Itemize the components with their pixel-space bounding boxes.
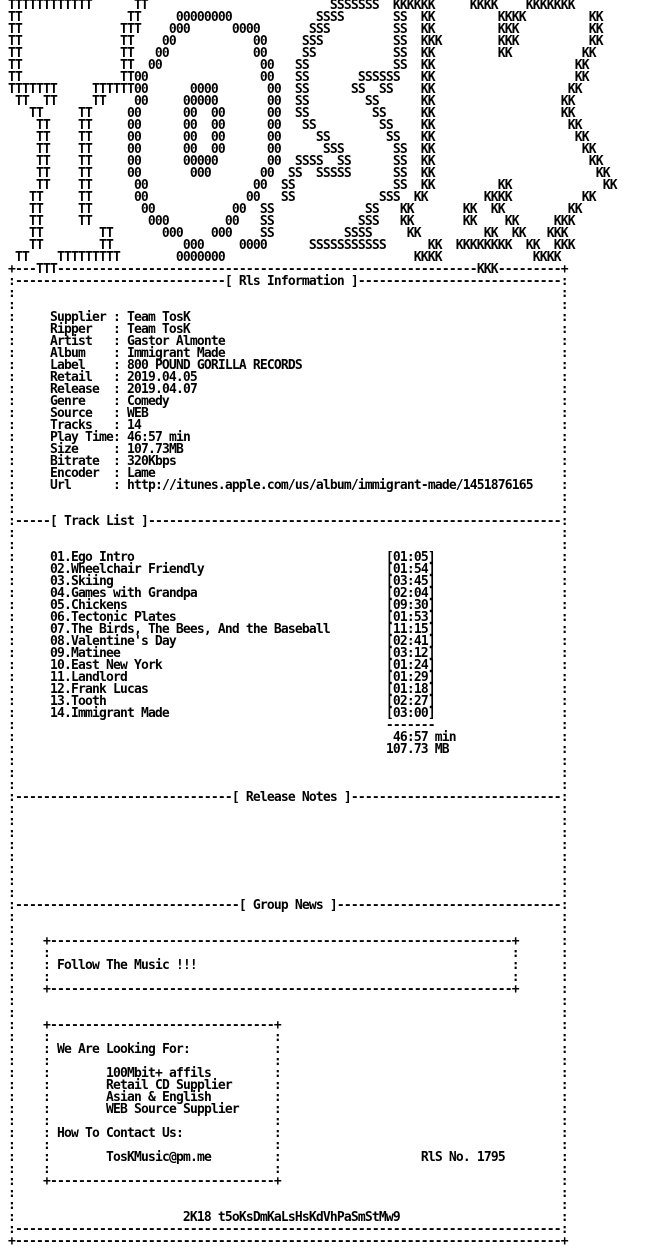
track-time: [02:41] (385, 634, 435, 649)
info-label: Supplier (49, 310, 106, 325)
total-time: 46:57 min (392, 730, 456, 745)
track-title: 01.Ego Intro (49, 550, 134, 565)
logo-banner-line: TT TT 00 00 SS SS KK KK KK (8, 46, 596, 61)
logo-banner-line: TT TT 00 00 00 00 SS SS KK KK (8, 106, 575, 121)
track-title: 06.Tectonic Plates (49, 610, 176, 625)
logo-banner-line: TT TT 000 000 SS SSSS KK KK KK KKK (8, 226, 568, 241)
contact-heading: How To Contact Us: (57, 1126, 183, 1141)
logo-banner-line: TT TT 00 00 00 00 SSS SS KK KK (8, 142, 596, 157)
logo-banner-line: TT TT00 00 SS SSSSSS KK KK (8, 70, 589, 85)
info-value: http://itunes.apple.com/us/album/immigrant-made/1451876165 (126, 478, 533, 493)
looking-for-item: Retail CD Supplier (105, 1078, 232, 1093)
info-label: Size (49, 442, 78, 457)
looking-for-item: 100Mbit+ affils (105, 1066, 211, 1081)
track-title: 12.Frank Lucas (49, 682, 148, 697)
info-value: WEB (126, 406, 148, 421)
track-title: 07.The Birds, The Bees, And the Baseball (49, 622, 330, 637)
frame-tag-left: TTT (36, 262, 57, 277)
info-value: 320Kbps (126, 454, 176, 469)
info-value: 2019.04.07 (126, 382, 197, 397)
info-value: 107.73MB (126, 442, 183, 457)
info-value: 2019.04.05 (126, 370, 197, 385)
logo-banner-line: TT TT 00 00000 00 SSSS SS SS KK KK (8, 154, 603, 169)
track-title: 04.Games with Grandpa (49, 586, 197, 601)
info-label: Genre (49, 394, 85, 409)
info-value: 46:57 min (126, 430, 190, 445)
track-time: [01:53] (385, 610, 435, 625)
track-time: [01:24] (385, 658, 435, 673)
logo-banner-line: TT TT 00000000 SSSS SS KK KKKK KK (8, 10, 603, 25)
section-header-group-news: [ Group News ] (238, 898, 337, 913)
logo-banner-line: TT TT 00 00 00 00 SS SS KK KK (8, 118, 582, 133)
track-time: [01:05] (385, 550, 435, 565)
info-label: Release (49, 382, 99, 397)
track-time: [01:29] (385, 670, 435, 685)
track-title: 05.Chickens (49, 598, 127, 613)
logo-banner-line: TT TTT 000 0000 SSS SS KK KKK KK (8, 22, 603, 37)
info-value: Team TosK (126, 310, 190, 325)
track-time: [02:04] (385, 586, 435, 601)
info-label: Label (49, 358, 85, 373)
track-time: [03:12] (385, 646, 435, 661)
nfo-document: TTTTTTTTTTTT TT SSSSSSS KKKKKK KKKK KKKKKKK TT TT 00000000 SSSS SS KK KKKK KK TT TTT 000 0000 SSS SS KK KKK KK TT TT 00 00 SSS SS KKK KKK KK TT TT 00 00 SS SS KK KK KK TT TT 00 00 SS SS KK KK TT TT00 00 SS SSSSSS KK KK TTTTTTT TTTTTT00 0000 00 SS SS SS KK KK TT TT TT 00 00000 00 SS SS KK KK TT TT 00 00 00 00 SS SS KK KK TT TT 00 00 00 00 SS SS KK KK TT TT 00 00 00 00 SS SS KK KK TT TT 00 00 00 00 SSS SS KK KK TT TT 00 00000 00 SSSS SS SS KK KK TT TT 00 000 00 SS SSSSS SS KK KK TT TT 00 00 SS SS KK KK KK TT TT 00 00 SS SSS KK KKKK KK TT TT 00 00 SS SS KK KK KK KK TT TT 000 00 SS SSS KK KK KK KKK TT TT 000 000 SS SSSS KK KK KK KKK TT TT 000 0000 SSSSSSSSSSS KK KKKKKKKK KK KKK TT TTTTTTTTT 0000000 KKKK KKKK +---TTT------------------------------------------------------------KKK---------+ :------------------------------[ Rls Information ]-----------------------------: : : : : : Supplier : Team TosK : : Ripper : Team TosK : : Artist : Gastor Almonte : : Album : Immigrant Made : : Label : 800 POUND GORILLA RECORDS : : Retail : 2019.04.05 : : Release : 2019.04.07 : : Genre : Comedy : : Source : WEB : : Tracks : 14 : : Play Time: 46:57 min : : Size : 107.73MB : : Bitrate : 320Kbps : : Encoder : Lame : : Url : http://itunes.apple.com/us/album/immigrant-made/1451876165 : : : : : :-----[ Track List ]-----------------------------------------------------------: : : : : : 01.Ego Intro [01:05] : : 02.Wheelchair Friendly [01:54] : : 03.Skiing [03:45] : : 04.Games with Grandpa [02:04] : : 05.Chickens [09:30] : : 06.Tectonic Plates [01:53] : : 07.The Birds, The Bees, And the Baseball [11:15] : : 08.Valentine's Day [02:41] : : 09.Matinee [03:12] : : 10.East New York [01:24] : : 11.Landlord [01:29] : : 12.Frank Lucas [01:18] : : 13.Tooth [02:27] : : 14.Immigrant Made [03:00] : : ------- : : 46:57 min : : 107.73 MB : : : : : : : :-------------------------------[ Release Notes ]------------------------------: : : : : : : : : : : : : : : : : :--------------------------------[ Group News ]--------------------------------: : : : : : +------------------------------------------------------------------+ : : : : : : : Follow The Music !!! : : : : : : : +------------------------------------------------------------------+ : : : : : : +--------------------------------+ : : : : : : : We Are Looking For: : : : : : : : : 100Mbit+ affils : : : : Retail CD Supplier : : : : Asian & English : : : : WEB Source Supplier : : : : : : : : How To Contact Us: : : : : : : : : TosKMusic@pm.me : RlS No. 1795 : : : : : : +--------------------------------+ : : : : : : 2K18 t5oKsDmKaLsHsKdVhPaSmStMw9 : :------------------------------------------------------------------------------: +------------------------------------------------------------------------------+ (8, 0, 617, 1249)
follow-text: Follow The Music !!! (57, 958, 197, 973)
track-time: [01:18] (385, 682, 435, 697)
track-title: 09.Matinee (49, 646, 120, 661)
info-label: Url (49, 478, 71, 493)
logo-banner-line: TT TT 00 00 SS SS KK KK (8, 58, 589, 73)
logo-banner-line: TT TT TT 00 00000 00 SS SS KK KK (8, 94, 575, 109)
section-header-track-list: [ Track List ] (49, 514, 148, 529)
logo-banner-line: TT TT 00 00 00 00 SS SS KK KK (8, 130, 589, 145)
track-title: 14.Immigrant Made (49, 706, 169, 721)
logo-banner-line: TT TT 00 00 SSS SS KKK KKK KK (8, 34, 603, 49)
total-size: 107.73 MB (385, 742, 449, 757)
info-label: Retail (49, 370, 92, 385)
track-time: [03:45] (385, 574, 435, 589)
info-value: Gastor Almonte (126, 334, 225, 349)
logo-banner-line: TTTTTTT TTTTTT00 0000 00 SS SS SS KK KK (8, 82, 582, 97)
contact-email: TosKMusic@pm.me (105, 1150, 211, 1165)
track-title: 13.Tooth (49, 694, 106, 709)
info-label: Play Time (49, 430, 113, 445)
info-value: Immigrant Made (126, 346, 225, 361)
section-header-release-notes: [ Release Notes ] (231, 790, 351, 805)
info-label: Tracks (49, 418, 92, 433)
info-label: Album (49, 346, 85, 361)
info-value: 14 (126, 418, 141, 433)
logo-banner-line: TT TT 000 0000 SSSSSSSSSSS KK KKKKKKKK KK KKK (8, 238, 575, 253)
info-label: Bitrate (49, 454, 99, 469)
track-time: [09:30] (385, 598, 435, 613)
info-label: Artist (49, 334, 92, 349)
logo-banner-line: TT TT 00 00 SS SSS KK KKKK KK (8, 190, 596, 205)
track-title: 10.East New York (49, 658, 162, 673)
total-separator: ------- (385, 718, 435, 733)
section-header-rls-info: [ Rls Information ] (224, 274, 358, 289)
logo-banner-line: TT TT 000 00 SS SSS KK KK KK KKK (8, 214, 575, 229)
looking-for-item: WEB Source Supplier (105, 1102, 239, 1117)
looking-for-item: Asian & English (105, 1090, 211, 1105)
track-time: [02:27] (385, 694, 435, 709)
logo-banner-line: TT TTTTTTTTT 0000000 KKKK KKKK (8, 250, 561, 265)
track-time: [11:15] (385, 622, 435, 637)
info-label: Encoder (49, 466, 99, 481)
frame-tag-right: KKK (476, 262, 498, 277)
track-title: 03.Skiing (49, 574, 113, 589)
track-title: 11.Landlord (49, 670, 127, 685)
logo-banner-line: TTTTTTTTTTTT TT SSSSSSS KKKKKK KKKK KKKKKKK (8, 0, 575, 13)
info-value: Lame (126, 466, 155, 481)
logo-banner-line: TT TT 00 00 SS SS KK KK KK KK (8, 202, 582, 217)
track-time: [03:00] (385, 706, 435, 721)
logo-banner-line: TT TT 00 000 00 SS SSSSS SS KK KK (8, 166, 610, 181)
info-label: Ripper (49, 322, 92, 337)
track-title: 02.Wheelchair Friendly (49, 562, 204, 577)
footer-text: 2K18 t5oKsDmKaLsHsKdVhPaSmStMw9 (182, 1210, 400, 1225)
release-number: RlS No. 1795 (420, 1150, 505, 1165)
info-value: 800 POUND GORILLA RECORDS (126, 358, 302, 373)
info-value: Comedy (126, 394, 169, 409)
track-time: [01:54] (385, 562, 435, 577)
info-label: Source (49, 406, 92, 421)
info-value: Team TosK (126, 322, 190, 337)
looking-for-heading: We Are Looking For: (57, 1042, 190, 1057)
logo-banner-line: TT TT 00 00 SS SS KK KK KK (8, 178, 617, 193)
track-title: 08.Valentine's Day (49, 634, 176, 649)
